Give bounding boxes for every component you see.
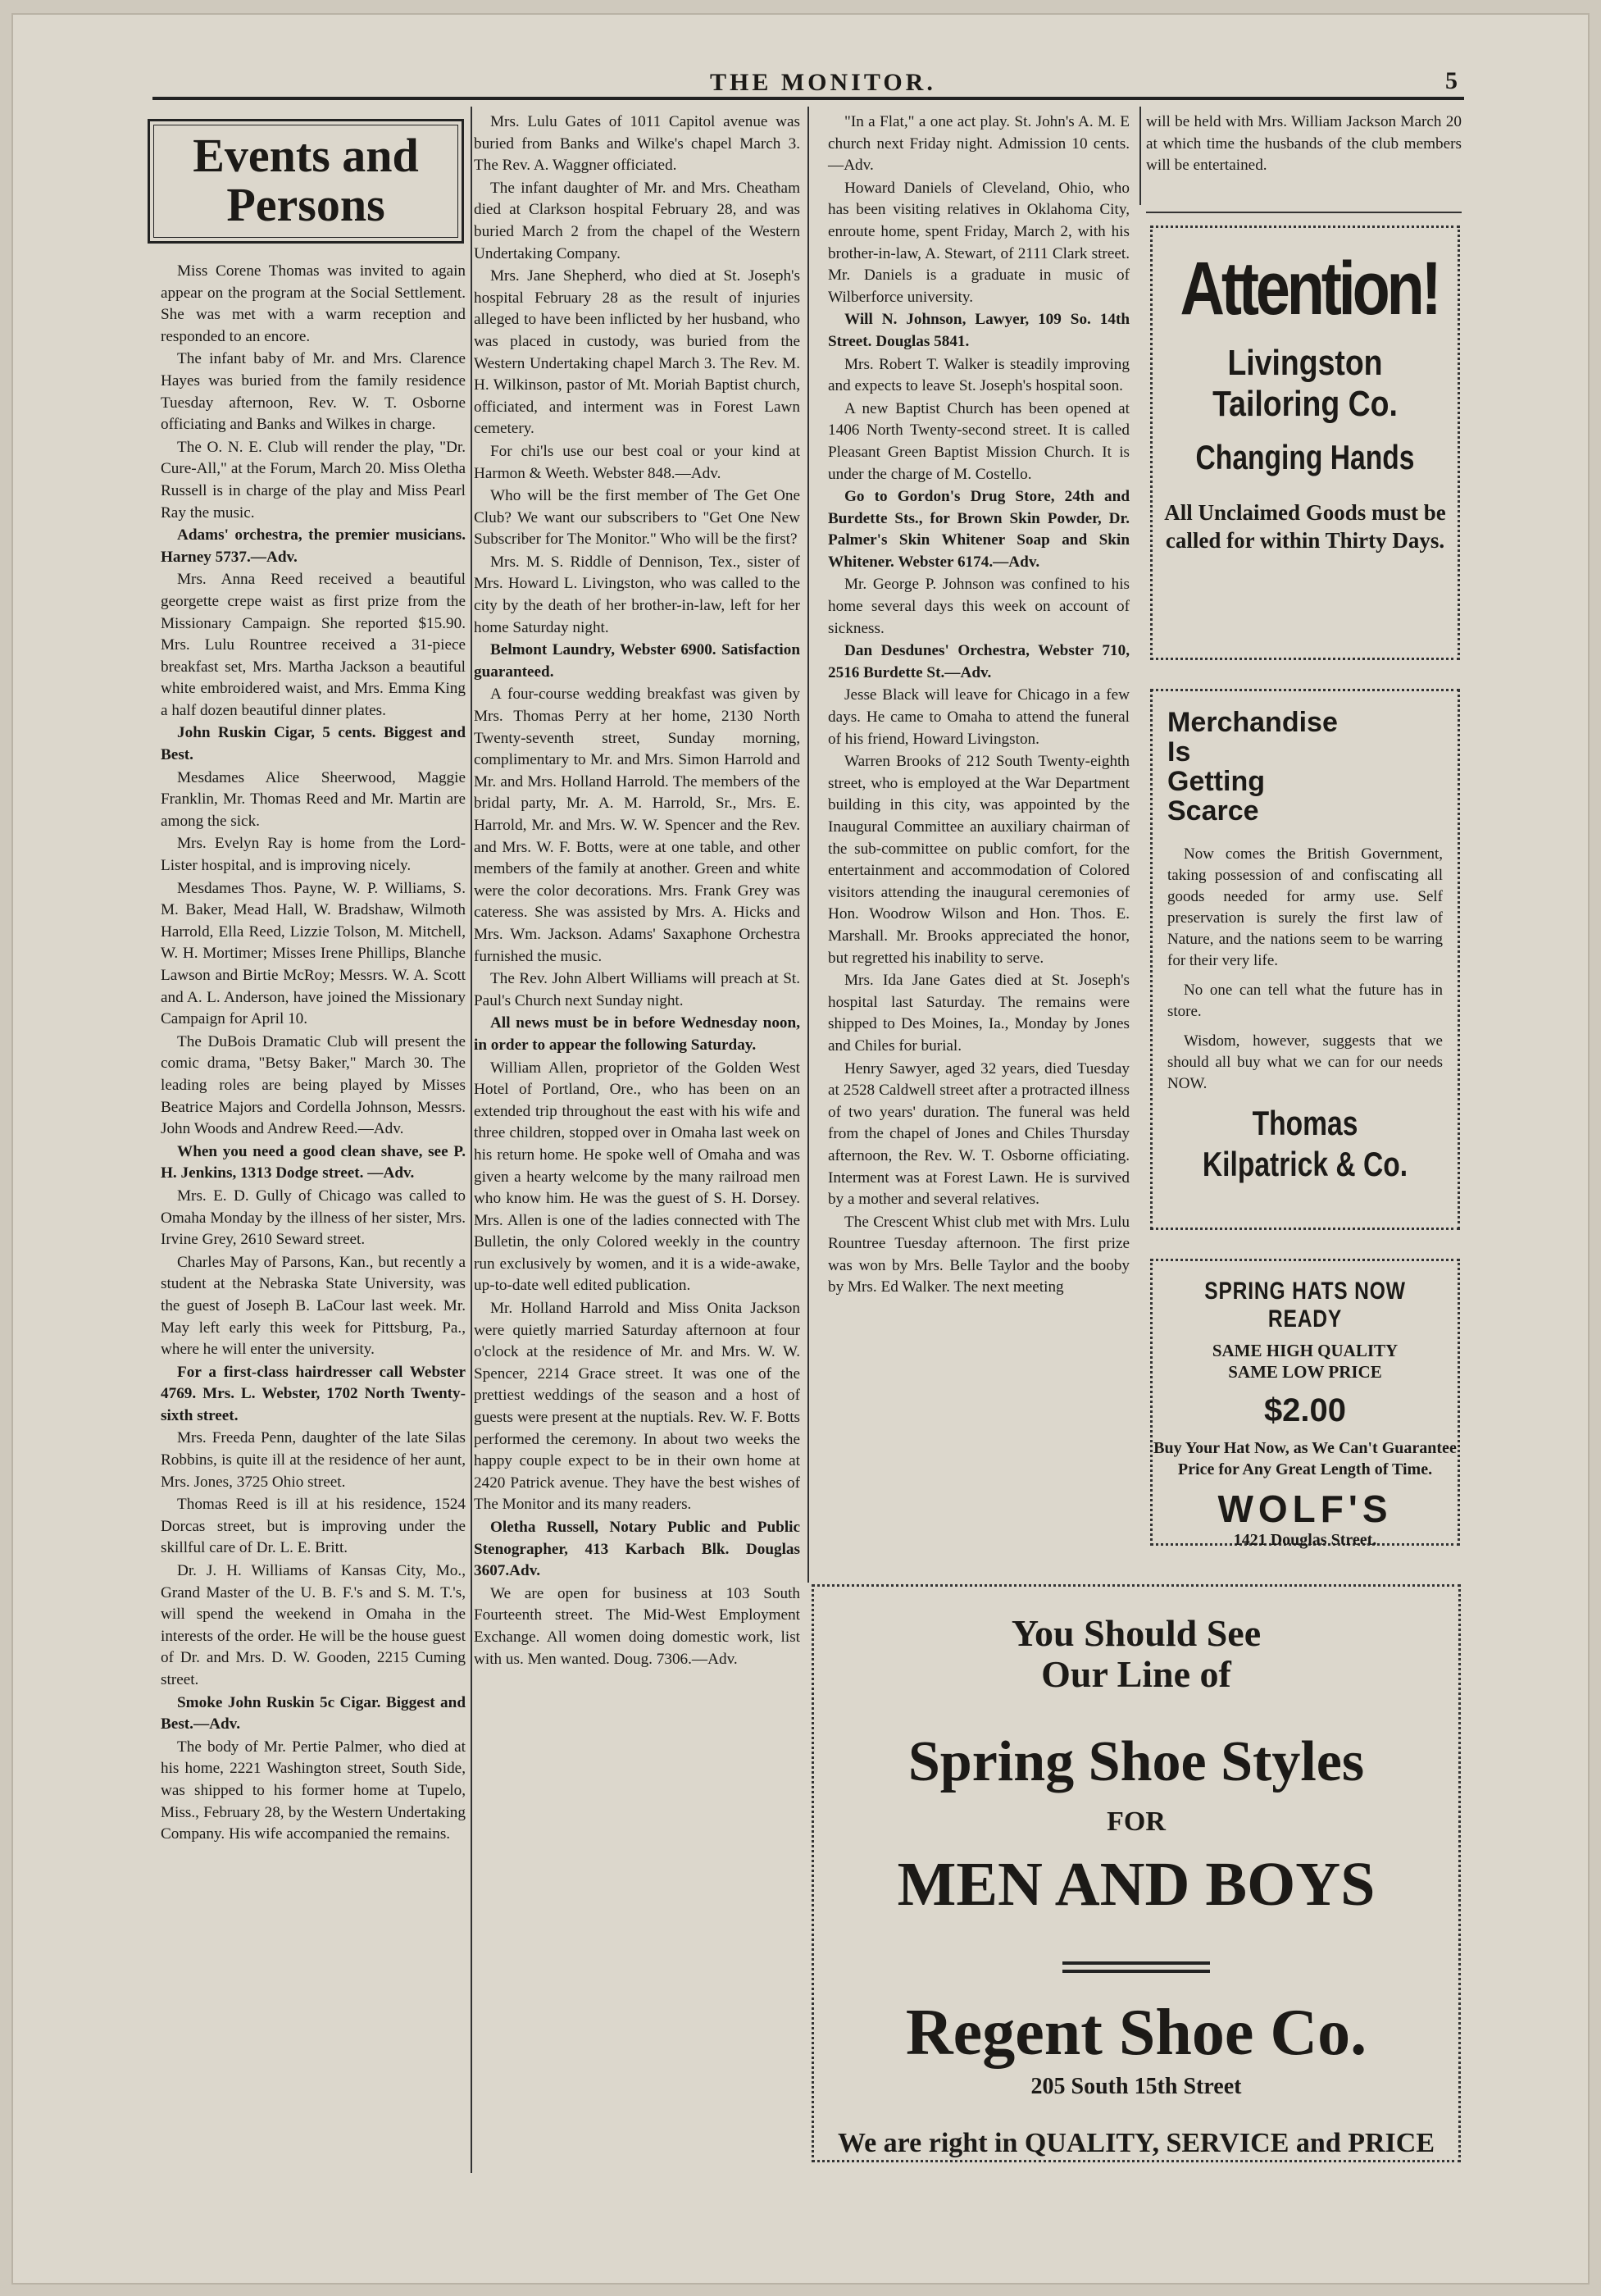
news-item: John Ruskin Cigar, 5 cents. Biggest and Best.	[161, 724, 466, 764]
ad-message: Buy Your Hat Now, as We Can't Guarantee Price for Any Great Length of Time.	[1153, 1439, 1457, 1478]
news-item: Mrs. E. D. Gully of Chicago was called to Omaha Monday by the illness of her sister, Mrs. Irvine Grey, 2610 Seward street.	[161, 1187, 466, 1249]
section-heading	[150, 131, 462, 230]
ad-notice: All Unclaimed Goods must be called for within Thirty Days.	[1164, 500, 1446, 553]
news-item: Mrs. Jane Shepherd, who died at St. Joseph's hospital February 28 as the result of injuries alleged to have been inflicted by her husband, who was placed in custody, was buried from the Western Undertaking chapel March 3. The Rev. M. H. Wilkinson, pastor of Mt. Moriah Baptist church, officiated, and interment was in Forest Lawn cemetery.	[474, 267, 800, 438]
news-item: Warren Brooks of 212 South Twenty-eighth street, who is employed at the War Department building in this city, was appointed by the Inaugural Committee an auxiliary chairman of the sub-committee on public comfort, for the entertainment and accommodation of Colored visitors attending the inaugural ceremonies of Hon. Woodrow Wilson and Hon. Thos. E. Marshall. Mr. Brooks appreciated the honor, but regretted his inability to serve.	[828, 753, 1130, 967]
ad-for: FOR	[1107, 1806, 1166, 1837]
news-item: Adams' orchestra, the premier musicians. Harney 5737.—Adv.	[161, 526, 466, 566]
news-item: Dr. J. H. Williams of Kansas City, Mo., Grand Master of the U. B. F.'s and S. M. T.'s, will spend the weekend in Omaha in the interests of the order. He will be the house guest of Dr. and Mrs. D. W. Gooden, 2215 Cuming street.	[161, 1562, 466, 1688]
news-item: Mrs. Evelyn Ray is home from the Lord-Lister hospital, and is improving nicely.	[161, 835, 466, 875]
news-item: Smoke John Ruskin 5c Cigar. Biggest and Best.—Adv.	[161, 1693, 466, 1733]
news-item: The infant daughter of Mr. and Mrs. Cheatham died at Clarkson hospital February 28, and was buried March 2 from the chapel of the Western Undertaking Company.	[474, 179, 800, 262]
news-item: The infant baby of Mr. and Mrs. Clarence Hayes was buried from the family residence Tuesday afternoon, Rev. W. T. Osborne officiating and Banks and Wilkes in charge.	[161, 350, 466, 434]
ad-headline: Attention!	[1180, 247, 1439, 330]
news-item: Mrs. Anna Reed received a beautiful georgette crepe waist as first prize from the Missionary Campaign. She reported $15.90. Mrs. Lulu Rountree received a 31-piece breakfast set, Mrs. Martha Jackson a beautiful white embroidered waist, and Mrs. Emma King a half dozen beautiful dinner plates.	[161, 571, 466, 719]
news-item: When you need a good clean shave, see P. H. Jenkins, 1313 Dodge street. —Adv.	[161, 1142, 466, 1182]
news-item: A four-course wedding breakfast was given by Mrs. Thomas Perry at her home, 2130 North Twenty-seventh street, Sunday morning, complimentary to Mr. and Mrs. Simon Harrold and Mr. and Mrs. Holland Harrold. The members of the bridal party, Mr. A. M. Harrold, Sr., Mrs. E. Harrold, Mr. and Mrs. W. W. Spencer and the Rev. and Mrs. W. F. Botts, were at one table, and other members of the family at another. Green and white were the color decorations. Mrs. Frank Grey was cateress. She was assisted by Mrs. A. Hicks and Mrs. Wm. Jackson. Adams' Saxaphone Orchestra furnished the music.	[474, 686, 800, 965]
section-heading-box	[148, 119, 464, 244]
column-4	[1146, 112, 1462, 178]
news-item: Belmont Laundry, Webster 6900. Satisfaction guaranteed.	[474, 641, 800, 681]
news-item: Dan Desdunes' Orchestra, Webster 710, 2516 Burdette St.—Adv.	[828, 642, 1130, 681]
masthead-title: THE MONITOR.	[710, 69, 936, 96]
ad-kilpatrick	[1150, 689, 1460, 1230]
ad-audience: MEN AND BOYS	[897, 1850, 1376, 1919]
news-item: Go to Gordon's Drug Store, 24th and Burdette Sts., for Brown Skin Powder, Dr. Palmer's Skin Whitener Soap and Skin Whitener. Webster 6174.—Adv.	[828, 488, 1130, 571]
column-rule	[471, 107, 472, 2173]
ad-address: 1421 Douglas Street.	[1233, 1531, 1377, 1549]
column-2	[474, 112, 800, 1671]
news-item: Mr. George P. Johnson was confined to his home several days this week on account of sickness.	[828, 576, 1130, 637]
news-item: Mr. Holland Harrold and Miss Onita Jackson were quietly married Saturday afternoon at four o'clock at the residence of Mr. and Mrs. W. W. Spencer, 2214 Grace street. It was one of the prettiest weddings of the season and a host of guests were present at the nuptials. Rev. W. F. Botts performed the ceremony. In about two weeks the happy couple expect to be in their own home at 2420 Patrick avenue. They have the best wishes of The Monitor and its many readers.	[474, 1300, 800, 1514]
news-item: We are open for business at 103 South Fourteenth street. The Mid-West Employment Exchange. All women doing domestic work, list with us. Men wanted. Doug. 7306.—Adv.	[474, 1584, 800, 1668]
news-item: The Rev. John Albert Williams will preach at St. Paul's Church next Sunday night.	[474, 970, 800, 1009]
masthead	[152, 67, 1464, 100]
news-item: For a first-class hairdresser call Webster 4769. Mrs. L. Webster, 1702 North Twenty-sixth street.	[161, 1363, 466, 1424]
news-item: Thomas Reed is ill at his residence, 1524 Dorcas street, but is improving under the skillful care of Dr. L. E. Britt.	[161, 1496, 466, 1557]
page-number: 5	[1445, 67, 1458, 94]
ad-paragraph: Now comes the British Government, taking possession of and confiscating all goods needed for army use. Self preservation is surely the first law of Nature, and the nations seem to be warring for their very life.	[1167, 845, 1443, 969]
news-item: All news must be in before Wednesday noon, in order to appear the following Saturday.	[474, 1014, 800, 1054]
ad-divider	[1062, 1961, 1210, 1973]
news-item: Mesdames Thos. Payne, W. P. Williams, S. M. Baker, Mead Hall, W. Bradshaw, Wilmoth Harrold, Ella Reed, Lizzie Tolson, M. Mitchell, W. H. Mortimer; Misses Irene Phillips, Blanche Lawson and Birtie McRoy; Messrs. W. A. Scott and A. L. Anderson, have joined the Missionary Campaign for April 10.	[161, 879, 466, 1028]
news-item: Henry Sawyer, aged 32 years, died Tuesday at 2528 Caldwell street after a protracted illness of two years' duration. The funeral was held from the chapel of Jones and Chiles Thursday afternoon, the Rev. W. T. Osborne officiating. Interment was at Forest Lawn. He is survived by a mother and several relatives.	[828, 1059, 1130, 1209]
ad-subhead: Changing Hands	[1195, 438, 1415, 476]
heading-line-2: Persons	[226, 178, 385, 231]
ad-headline: Merchandise Is Getting Scarce	[1167, 707, 1338, 827]
column-3	[828, 112, 1130, 1300]
news-item: Charles May of Parsons, Kan., but recently a student at the Nebraska State University, was the guest of Joseph B. LaCour last week. Mr. May left early this week for Pittsburg, Pa., where he will enter the university.	[161, 1253, 466, 1359]
ad-address: 205 South 15th Street	[1030, 2074, 1242, 2099]
ad-price: $2.00	[1263, 1392, 1347, 1428]
news-item: The DuBois Dramatic Club will present the comic drama, "Betsy Baker," March 30. The leading roles are being played by Misses Beatrice Majors and Cordella Johnson, Messrs. John Woods and Andrew Reed.—Adv.	[161, 1032, 466, 1138]
ad-company: Regent Shoe Co.	[905, 1997, 1367, 2069]
column-rule	[1139, 107, 1141, 205]
news-item: The Crescent Whist club met with Mrs. Lulu Rountree Tuesday afternoon. The first prize was won by Mrs. Belle Taylor and the booby by Mrs. Ed Walker. The next meeting	[828, 1213, 1130, 1296]
column-divider	[1146, 212, 1462, 213]
news-item: Mrs. M. S. Riddle of Dennison, Tex., sister of Mrs. Howard L. Livingston, who was called to the city by the death of her brother-in-law, left for her home Saturday night.	[474, 553, 800, 636]
ad-livingston-tailoring	[1150, 226, 1460, 660]
news-item: Will N. Johnson, Lawyer, 109 So. 14th Street. Douglas 5841.	[828, 311, 1130, 350]
ad-wolfs-hats	[1150, 1259, 1460, 1549]
news-item: For chi'ls use our best coal or your kind at Harmon & Weeth. Webster 848.—Adv.	[474, 442, 800, 482]
news-item: The O. N. E. Club will render the play, "Dr. Cure-All," at the Forum, March 20. Miss Oletha Russell is in charge of the play and Miss Pearl Ray the music.	[161, 438, 466, 522]
ad-regent-shoe	[812, 1584, 1461, 2162]
news-item: Who will be the first member of The Get One Club? We want our subscribers to "Get One New Subscriber for The Monitor." Who will be the first?	[474, 487, 800, 549]
ad-intro: You Should See Our Line of	[1011, 1612, 1262, 1695]
news-item: Mrs. Robert T. Walker is steadily improving and expects to leave St. Joseph's hospital soon.	[828, 355, 1130, 395]
news-item: Mrs. Ida Jane Gates died at St. Joseph's hospital last Saturday. The remains were shipped to Des Moines, Ia., Monday by Jones and Chiles for burial.	[828, 972, 1130, 1055]
ad-company: Livingston Tailoring Co.	[1212, 343, 1398, 424]
news-item: will be held with Mrs. William Jackson March 20 at which time the husbands of the club members will be entertained.	[1146, 113, 1462, 175]
column-rule	[807, 107, 809, 1583]
ad-headline: SPRING HATS NOW READY	[1204, 1278, 1406, 1332]
news-item: The body of Mr. Pertie Palmer, who died at his home, 2221 Washington street, South Side, was shipped to his former home at Tupelo, Miss., February 28, by the Western Undertaking Company. His wife accompanied the remains.	[161, 1738, 466, 1843]
ad-subhead: SAME HIGH QUALITY SAME LOW PRICE	[1212, 1341, 1399, 1382]
ad-body	[1167, 844, 1443, 1095]
ad-paragraph: No one can tell what the future has in store.	[1167, 982, 1443, 1020]
news-item: Oletha Russell, Notary Public and Public Stenographer, 413 Karbach Blk. Douglas 3607.Adv.	[474, 1519, 800, 1580]
ad-paragraph: Wisdom, however, suggests that we should all buy what we can for our needs NOW.	[1167, 1032, 1443, 1092]
ad-slogan: We are right in QUALITY, SERVICE and PRICE	[837, 2128, 1435, 2158]
news-item: A new Baptist Church has been opened at 1406 North Twenty-second street. It is called Pleasant Green Baptist Mission Church. It is under the charge of M. Costello.	[828, 399, 1130, 483]
ad-store-name: WOLF'S	[1217, 1487, 1393, 1530]
news-item: "In a Flat," a one act play. St. John's A. M. E church next Friday night. Admission 10 cents.—Adv.	[828, 113, 1130, 175]
heading-line-1: Events and	[193, 129, 419, 182]
news-item: William Allen, proprietor of the Golden West Hotel of Portland, Ore., who has been on an extended trip throughout the east with his wife and three children, stopped over in Omaha last week on his return home. He spoke well of Omaha and was given a hearty welcome by the many railroad men who know him. He was the guest of S. H. Dorsey. Mrs. Allen is one of the ladies connected with The Bulletin, the only Colored weekly in the country run exclusively by women, and it is a wide-awake, up-to-date well edited publication.	[474, 1059, 800, 1295]
column-1	[161, 261, 466, 1847]
news-item: Jesse Black will leave for Chicago in a few days. He came to Omaha to attend the funeral of his friend, Howard Livingston.	[828, 686, 1130, 748]
news-item: Miss Corene Thomas was invited to again appear on the program at the Social Settlement. She was met with a warm reception and responded to an encore.	[161, 262, 466, 345]
news-item: Mesdames Alice Sheerwood, Maggie Franklin, Mr. Thomas Reed and Mr. Martin are among the sick.	[161, 768, 466, 830]
news-item: Howard Daniels of Cleveland, Ohio, who has been visiting relatives in Oklahoma City, enroute home, spent Friday, March 2, with his brother-in-law, A. Stewart, of 2111 Clark street. Mr. Daniels is a graduate in music of Wilberforce university.	[828, 179, 1130, 306]
news-item: Mrs. Freeda Penn, daughter of the late Silas Robbins, is quite ill at the residence of her aunt, Mrs. Jones, 3725 Ohio street.	[161, 1429, 466, 1491]
ad-signature: Thomas Kilpatrick & Co.	[1202, 1104, 1408, 1183]
ad-headline: Spring Shoe Styles	[907, 1730, 1365, 1793]
news-item: Mrs. Lulu Gates of 1011 Capitol avenue was buried from Banks and Wilke's chapel March 3. The Rev. A. Waggner officiated.	[474, 113, 800, 175]
